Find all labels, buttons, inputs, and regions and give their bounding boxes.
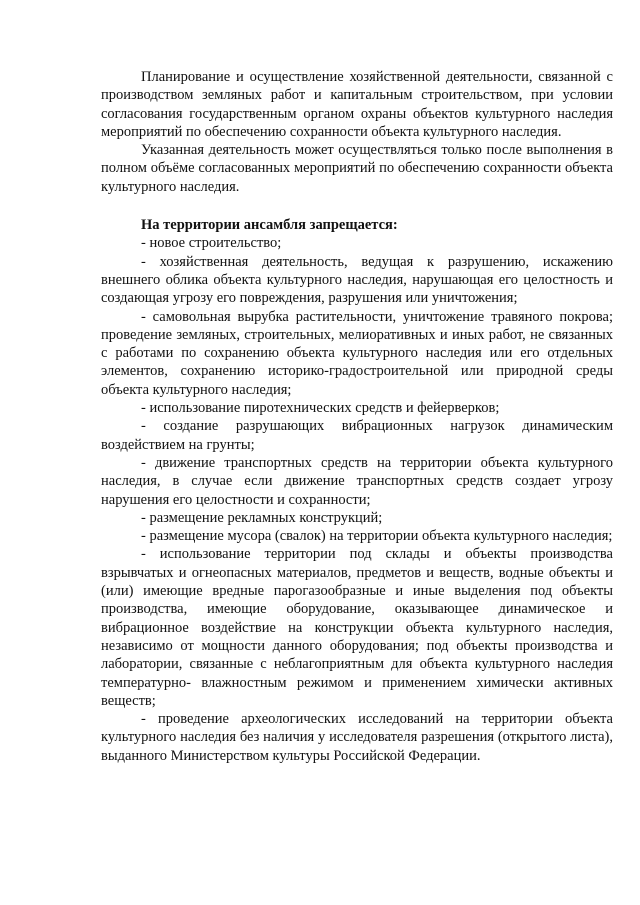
intro-paragraph: Планирование и осуществление хозяйственной деятельности, связанной с производством земляных работ и капитальным строительством, при условии согласования государственным органом охраны объектов культурного наследия мероприятий по обеспечению сохранности объекта культурного наследия. [101, 69, 613, 140]
document-body [101, 68, 613, 765]
list-item: - хозяйственная деятельность, ведущая к разрушению, искажению внешнего облика объекта культурного наследия, нарушающая его целостность и создающая угрозу его повреждения, разрушения или уничтожения; [101, 253, 613, 307]
list-item: - создание разрушающих вибрационных нагрузок динамическим воздействием на грунты; [101, 418, 613, 453]
section-heading: На территории ансамбля запрещается: [141, 217, 398, 234]
intro-paragraph: Указанная деятельность может осуществляться только после выполнения в полном объёме согласованных мероприятий по обеспечению сохранности объекта культурного наследия. [101, 142, 613, 195]
list-item: - проведение археологических исследований на территории объекта культурного наследия без наличия у исследователя разрешения (открытого листа), выданного Министерством культуры Российской Федерации. [101, 711, 613, 764]
list-item: - размещение мусора (свалок) на территории объекта культурного наследия; [141, 528, 613, 545]
list-item: - движение транспортных средств на территории объекта культурного наследия, в случае если движение транспортных средств создает угрозу нарушения его целостности и сохранности; [101, 454, 613, 508]
list-item: - использование пиротехнических средств и фейерверков; [141, 400, 500, 417]
prohibited-list [101, 234, 613, 765]
list-item: - новое строительство; [141, 235, 282, 252]
list-item: - использование территории под склады и объекты производства взрывчатых и огнеопасных материалов, предметов и веществ, водные объекты и (или) имеющие вредные парогазообразные и иные выделения под объекты производства, имеющие оборудование, оказывающее динамическое и вибрационное воздействие на конструкции объекта культурного наследия, независимо от мощности данного оборудования; под объекты производства и лаборатории, связанные с неблагоприятным для объекта культурного наследия температурно- влажностным режимом и применением химически активных веществ; [101, 546, 613, 709]
list-item: - размещение рекламных конструкций; [141, 509, 383, 526]
list-item: - самовольная вырубка растительности, уничтожение травяного покрова; проведение земляных, строительных, мелиоративных и иных работ, не связанных с работами по сохранению объекта культурного наследия или его отдельных элементов, сохранению историко-градостроительной или природной среды объекта культурного наследия; [101, 308, 613, 398]
